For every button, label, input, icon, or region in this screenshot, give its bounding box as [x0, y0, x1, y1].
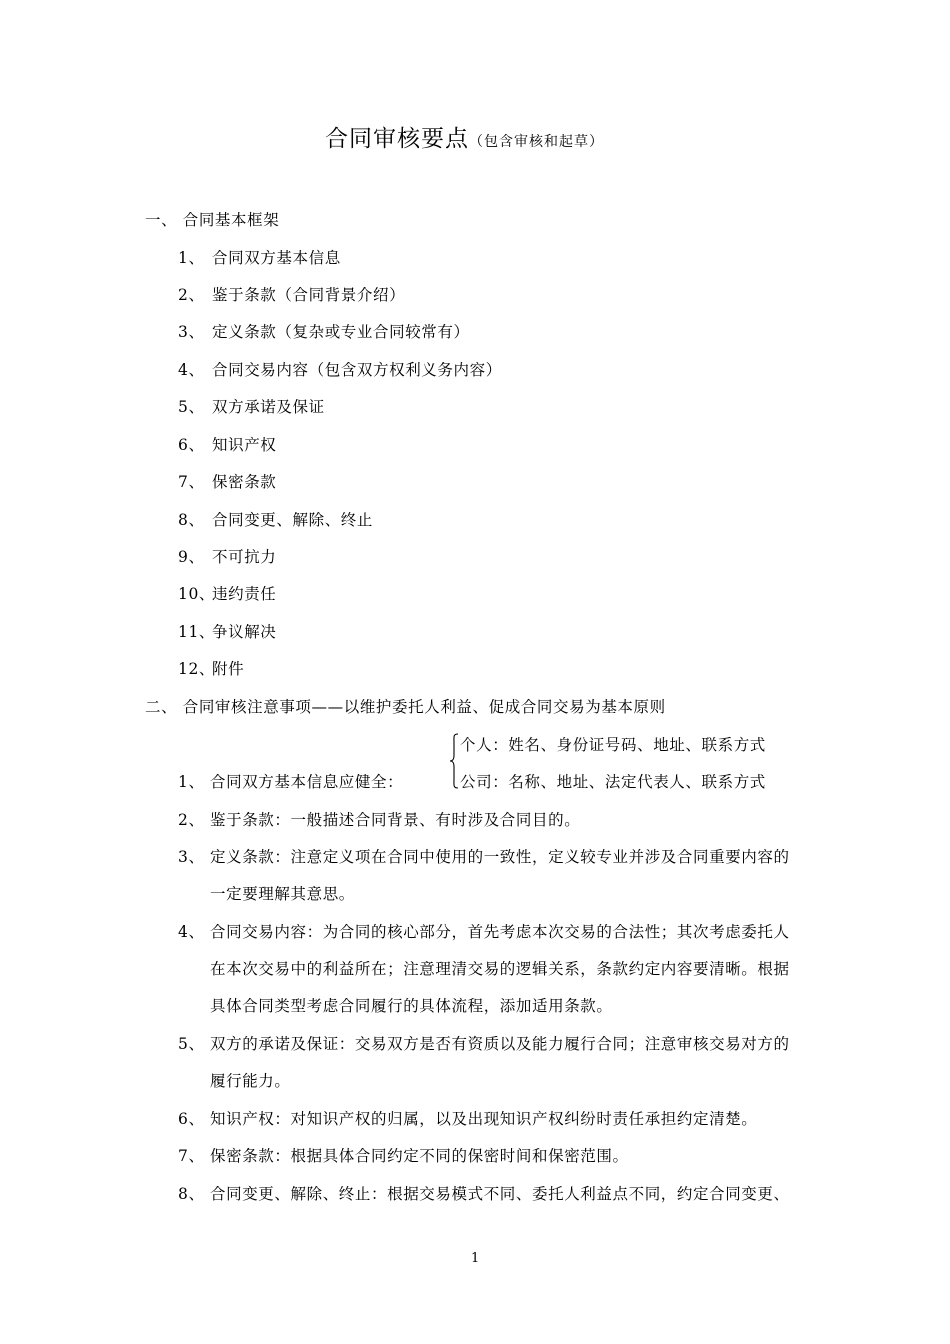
list-item-num: 11、: [178, 623, 216, 641]
list-item: 附件: [212, 660, 245, 678]
title-main: 合同审核要点: [325, 126, 469, 152]
list-item-num: 10、: [178, 585, 216, 603]
list-item-num: 1、: [178, 249, 205, 267]
list-item-line: 合同交易内容：为合同的核心部分，首先考虑本次交易的合法性；其次考虑委托人: [210, 923, 790, 941]
list-item: 合同双方基本信息: [212, 249, 341, 267]
list-item-num: 4、: [178, 923, 205, 941]
list-item-line: 保密条款：根据具体合同约定不同的保密时间和保密范围。: [210, 1147, 629, 1165]
list-item-line: 具体合同类型考虑合同履行的具体流程，添加适用条款。: [210, 997, 613, 1015]
list-item-num: 2、: [178, 286, 205, 304]
list-item-line: 履行能力。: [210, 1072, 291, 1090]
title-sub: （包含审核和起草）: [469, 134, 604, 150]
list-item-num: 3、: [178, 848, 205, 866]
list-item-line: 鉴于条款：一般描述合同背景、有时涉及合同目的。: [210, 811, 581, 829]
curly-brace-icon: [449, 733, 459, 789]
list-item-num: 7、: [178, 473, 205, 491]
list-item: 知识产权: [212, 436, 277, 454]
list-item-num: 5、: [178, 1035, 205, 1053]
basic-info-label: 合同双方基本信息应健全：: [210, 773, 404, 791]
list-item-num: 6、: [178, 1110, 205, 1128]
list-item-num: 1、: [178, 773, 205, 791]
list-item-num: 12、: [178, 660, 216, 678]
list-item: 争议解决: [212, 623, 277, 641]
page-number: 1: [471, 1251, 480, 1266]
document-title: [325, 120, 604, 153]
list-item-line: 一定要理解其意思。: [210, 885, 355, 903]
list-item: 鉴于条款（合同背景介绍）: [212, 286, 406, 304]
list-item-num: 9、: [178, 548, 205, 566]
list-item-line: 知识产权：对知识产权的归属，以及出现知识产权纠纷时责任承担约定清楚。: [210, 1110, 758, 1128]
list-item: 违约责任: [212, 585, 277, 603]
list-item-num: 7、: [178, 1147, 205, 1165]
list-item: 定义条款（复杂或专业合同较常有）: [212, 323, 470, 341]
list-item-num: 3、: [178, 323, 205, 341]
list-item-num: 8、: [178, 1185, 205, 1203]
list-item-num: 5、: [178, 398, 205, 416]
list-item-num: 2、: [178, 811, 205, 829]
list-item: 合同交易内容（包含双方权利义务内容）: [212, 361, 502, 379]
list-item-num: 4、: [178, 361, 205, 379]
section1-heading: 一、 合同基本框架: [145, 211, 280, 229]
list-item: 不可抗力: [212, 548, 277, 566]
list-item: 保密条款: [212, 473, 277, 491]
list-item: 双方承诺及保证: [212, 398, 325, 416]
company-info: 公司：名称、地址、法定代表人、联系方式: [460, 773, 766, 791]
list-item: 合同变更、解除、终止: [212, 511, 374, 529]
list-item-num: 6、: [178, 436, 205, 454]
section2-heading: 二、 合同审核注意事项——以维护委托人利益、促成合同交易为基本原则: [145, 698, 666, 716]
list-item-line: 在本次交易中的利益所在；注意理清交易的逻辑关系，条款约定内容要清晰。根据: [210, 960, 790, 978]
list-item-num: 8、: [178, 511, 205, 529]
personal-info: 个人：姓名、身份证号码、地址、联系方式: [460, 736, 766, 754]
list-item-line: 合同变更、解除、终止：根据交易模式不同、委托人利益点不同，约定合同变更、: [210, 1185, 790, 1203]
list-item-line: 双方的承诺及保证：交易双方是否有资质以及能力履行合同；注意审核交易对方的: [210, 1035, 790, 1053]
list-item-line: 定义条款：注意定义项在合同中使用的一致性，定义较专业并涉及合同重要内容的: [210, 848, 790, 866]
